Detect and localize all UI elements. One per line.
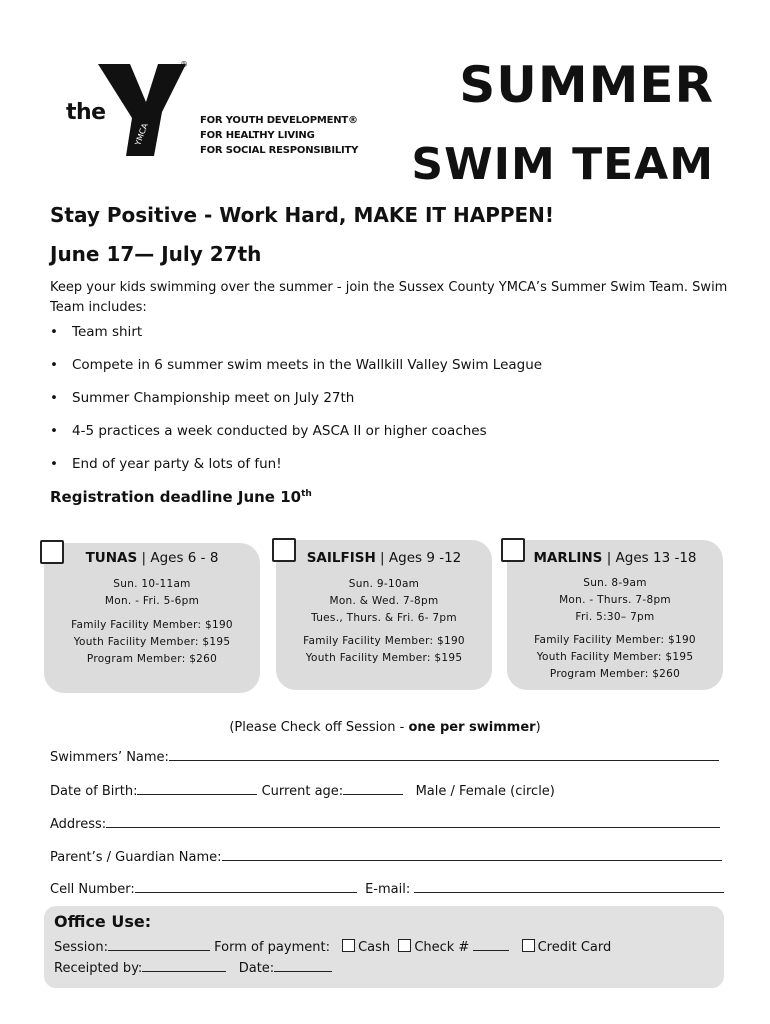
gender-label[interactable]: Male / Female (circle)	[415, 784, 555, 799]
swimmer-name-label: Swimmers’ Name:	[50, 750, 169, 765]
ymca-y-logo	[96, 62, 188, 158]
check-checkbox[interactable]	[398, 939, 411, 952]
dob-row	[50, 782, 555, 799]
price-line: Youth Facility Member: $195	[536, 651, 694, 663]
office-session-row	[54, 938, 611, 955]
receipted-label: Receipted by:	[54, 961, 143, 976]
tagline-healthy: FOR HEALTHY LIVING	[200, 130, 315, 141]
registration-deadline: Registration deadline June 10th	[50, 488, 312, 506]
contact-row	[50, 880, 724, 897]
age-field[interactable]	[343, 782, 403, 795]
list-item: • End of year party & lots of fun!	[50, 454, 730, 487]
schedule-line: Sun. 10-11am	[113, 578, 191, 590]
guardian-label: Parent’s / Guardian Name:	[50, 850, 222, 865]
price-line: Family Facility Member: $190	[303, 635, 465, 647]
check-label: Check #	[414, 940, 470, 955]
guardian-field[interactable]	[222, 848, 722, 861]
price-line: Family Facility Member: $190	[534, 634, 696, 646]
includes-list	[50, 322, 730, 487]
swimmer-name-field[interactable]	[169, 748, 719, 761]
title-swim-team: SWIM TEAM	[411, 139, 714, 190]
dob-label: Date of Birth:	[50, 784, 138, 799]
logo-ymca-text: YMCA	[133, 122, 150, 147]
receipted-field[interactable]	[142, 959, 226, 972]
schedule-line: Mon. & Wed. 7-8pm	[329, 595, 439, 607]
registered-mark: ®	[180, 60, 188, 69]
price-line: Program Member: $260	[86, 653, 218, 665]
address-field[interactable]	[106, 815, 720, 828]
schedule-line: Sun. 8-9am	[583, 577, 647, 589]
list-item: • Summer Championship meet on July 27th	[50, 388, 730, 421]
cash-label: Cash	[358, 940, 391, 955]
price-line: Youth Facility Member: $195	[73, 636, 231, 648]
payment-label: Form of payment:	[214, 940, 330, 955]
credit-card-checkbox[interactable]	[522, 939, 535, 952]
date-field[interactable]	[274, 959, 332, 972]
address-label: Address:	[50, 817, 107, 832]
schedule-line: Tues., Thurs. & Fri. 6- 7pm	[311, 612, 457, 624]
guardian-row	[50, 848, 722, 865]
session-title-tunas: TUNAS | Ages 6 - 8	[85, 550, 219, 566]
credit-card-label: Credit Card	[537, 940, 612, 955]
headline: Stay Positive - Work Hard, MAKE IT HAPPEN!	[50, 203, 555, 227]
address-row	[50, 815, 720, 832]
intro-text: Keep your kids swimming over the summer - join the Sussex County YMCA’s Summer Swim Team. Swim Team includes:	[50, 280, 728, 315]
price-line: Program Member: $260	[549, 668, 681, 680]
office-receipt-row	[54, 959, 332, 976]
price-line: Youth Facility Member: $195	[305, 652, 463, 664]
check-off-note: (Please Check off Session - one per swimmer)	[229, 720, 541, 735]
cell-label: Cell Number:	[50, 882, 135, 897]
swimmer-name-row	[50, 748, 719, 765]
schedule-line: Mon. - Thurs. 7-8pm	[559, 594, 671, 606]
price-line: Family Facility Member: $190	[71, 619, 233, 631]
session-label: Session:	[54, 940, 108, 955]
session-title-sailfish: SAILFISH | Ages 9 -12	[306, 550, 462, 566]
cell-field[interactable]	[135, 880, 357, 893]
office-use-title: Office Use:	[54, 912, 152, 931]
list-item: • Team shirt	[50, 322, 730, 355]
schedule-line: Mon. - Fri. 5-6pm	[104, 595, 200, 607]
schedule-line: Fri. 5:30– 7pm	[575, 611, 655, 623]
session-title-marlins: MARLINS | Ages 13 -18	[533, 550, 697, 566]
email-field[interactable]	[414, 880, 724, 893]
cash-checkbox[interactable]	[342, 939, 355, 952]
schedule-line: Sun. 9-10am	[348, 578, 420, 590]
season-dates: June 17— July 27th	[50, 242, 262, 266]
check-number-field[interactable]	[473, 938, 509, 951]
title-summer: SUMMER	[459, 56, 714, 114]
logo-the: the	[66, 100, 106, 125]
tagline-youth: FOR YOUTH DEVELOPMENT®	[200, 115, 358, 126]
list-item: • 4-5 practices a week conducted by ASCA II or higher coaches	[50, 421, 730, 454]
age-label: Current age:	[261, 784, 344, 799]
dob-field[interactable]	[137, 782, 257, 795]
email-label: E-mail:	[365, 882, 411, 897]
session-field[interactable]	[108, 938, 210, 951]
list-item: • Compete in 6 summer swim meets in the Wallkill Valley Swim League	[50, 355, 730, 388]
tagline-social: FOR SOCIAL RESPONSIBILITY	[200, 145, 359, 156]
date-label: Date:	[238, 961, 275, 976]
